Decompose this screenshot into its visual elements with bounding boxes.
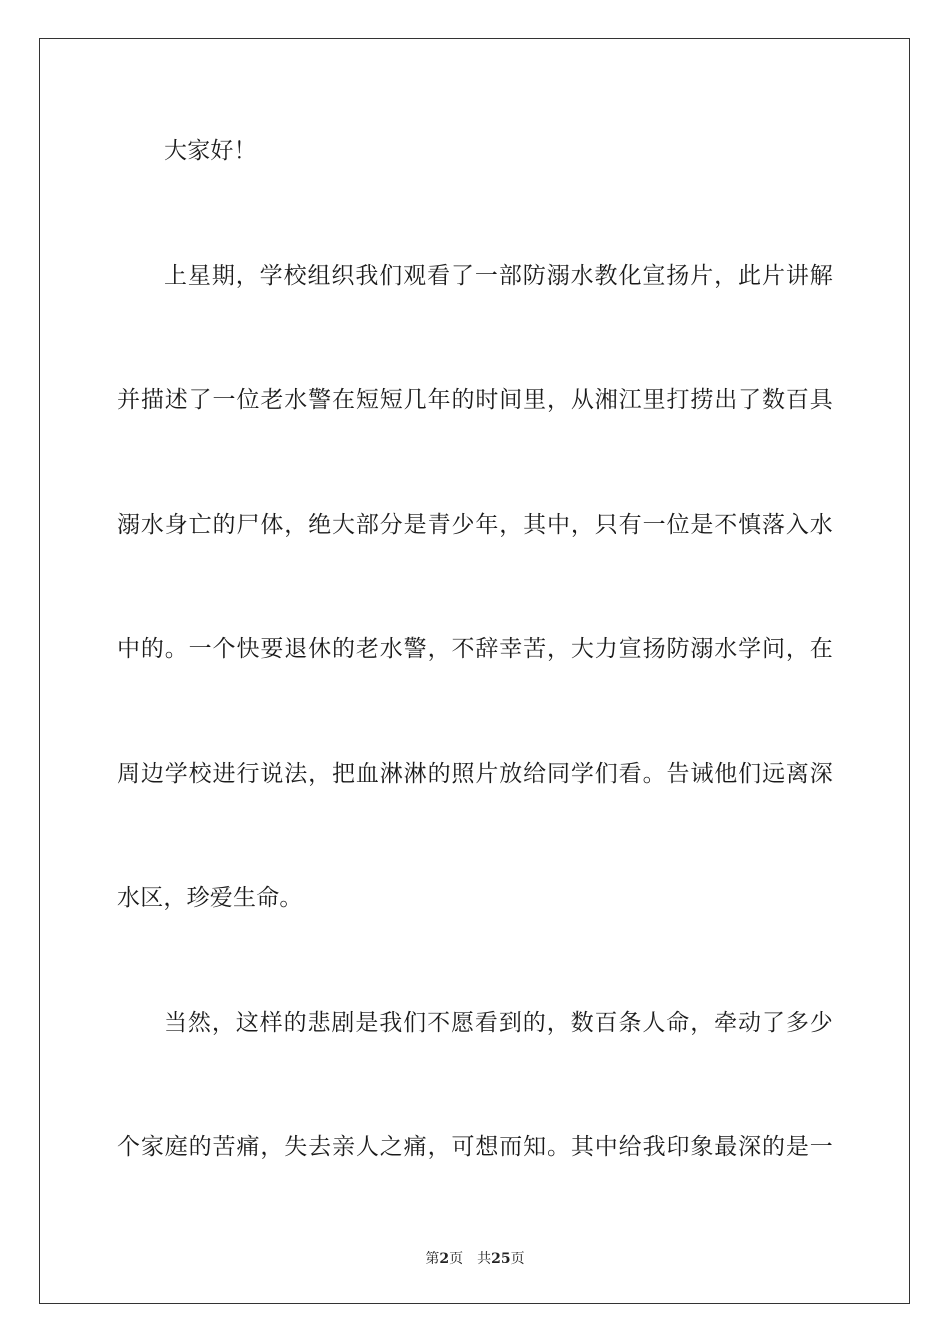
page-suffix: 页: [449, 1251, 464, 1267]
page-prefix: 第: [425, 1251, 440, 1267]
paragraph-line: 溺水身亡的尸体，绝大部分是青少年，其中，只有一位是不慎落入水: [117, 512, 833, 538]
paragraph-line: 上星期，学校组织我们观看了一部防溺水教化宣扬片，此片讲解: [164, 263, 833, 289]
paragraph-line: 水区，珍爱生命。: [117, 885, 303, 911]
total-pages: 25: [491, 1251, 511, 1267]
page-number: 2: [439, 1251, 450, 1267]
page-footer: [0, 1249, 950, 1269]
total-suffix: 页: [510, 1251, 525, 1267]
page-border: [39, 38, 910, 1304]
paragraph-line: 中的。一个快要退休的老水警，不辞幸苦，大力宣扬防溺水学问，在: [117, 636, 833, 662]
paragraph-line: 并描述了一位老水警在短短几年的时间里，从湘江里打捞出了数百具: [117, 387, 833, 413]
paragraph-line: 个家庭的苦痛，失去亲人之痛，可想而知。其中给我印象最深的是一: [117, 1134, 833, 1160]
paragraph-line: 周边学校进行说法，把血淋淋的照片放给同学们看。告诫他们远离深: [117, 761, 833, 787]
paragraph-line: 大家好！: [164, 138, 257, 164]
paragraph-line: 当然，这样的悲剧是我们不愿看到的，数百条人命，牵动了多少: [164, 1010, 833, 1036]
total-prefix: 共: [477, 1251, 492, 1267]
